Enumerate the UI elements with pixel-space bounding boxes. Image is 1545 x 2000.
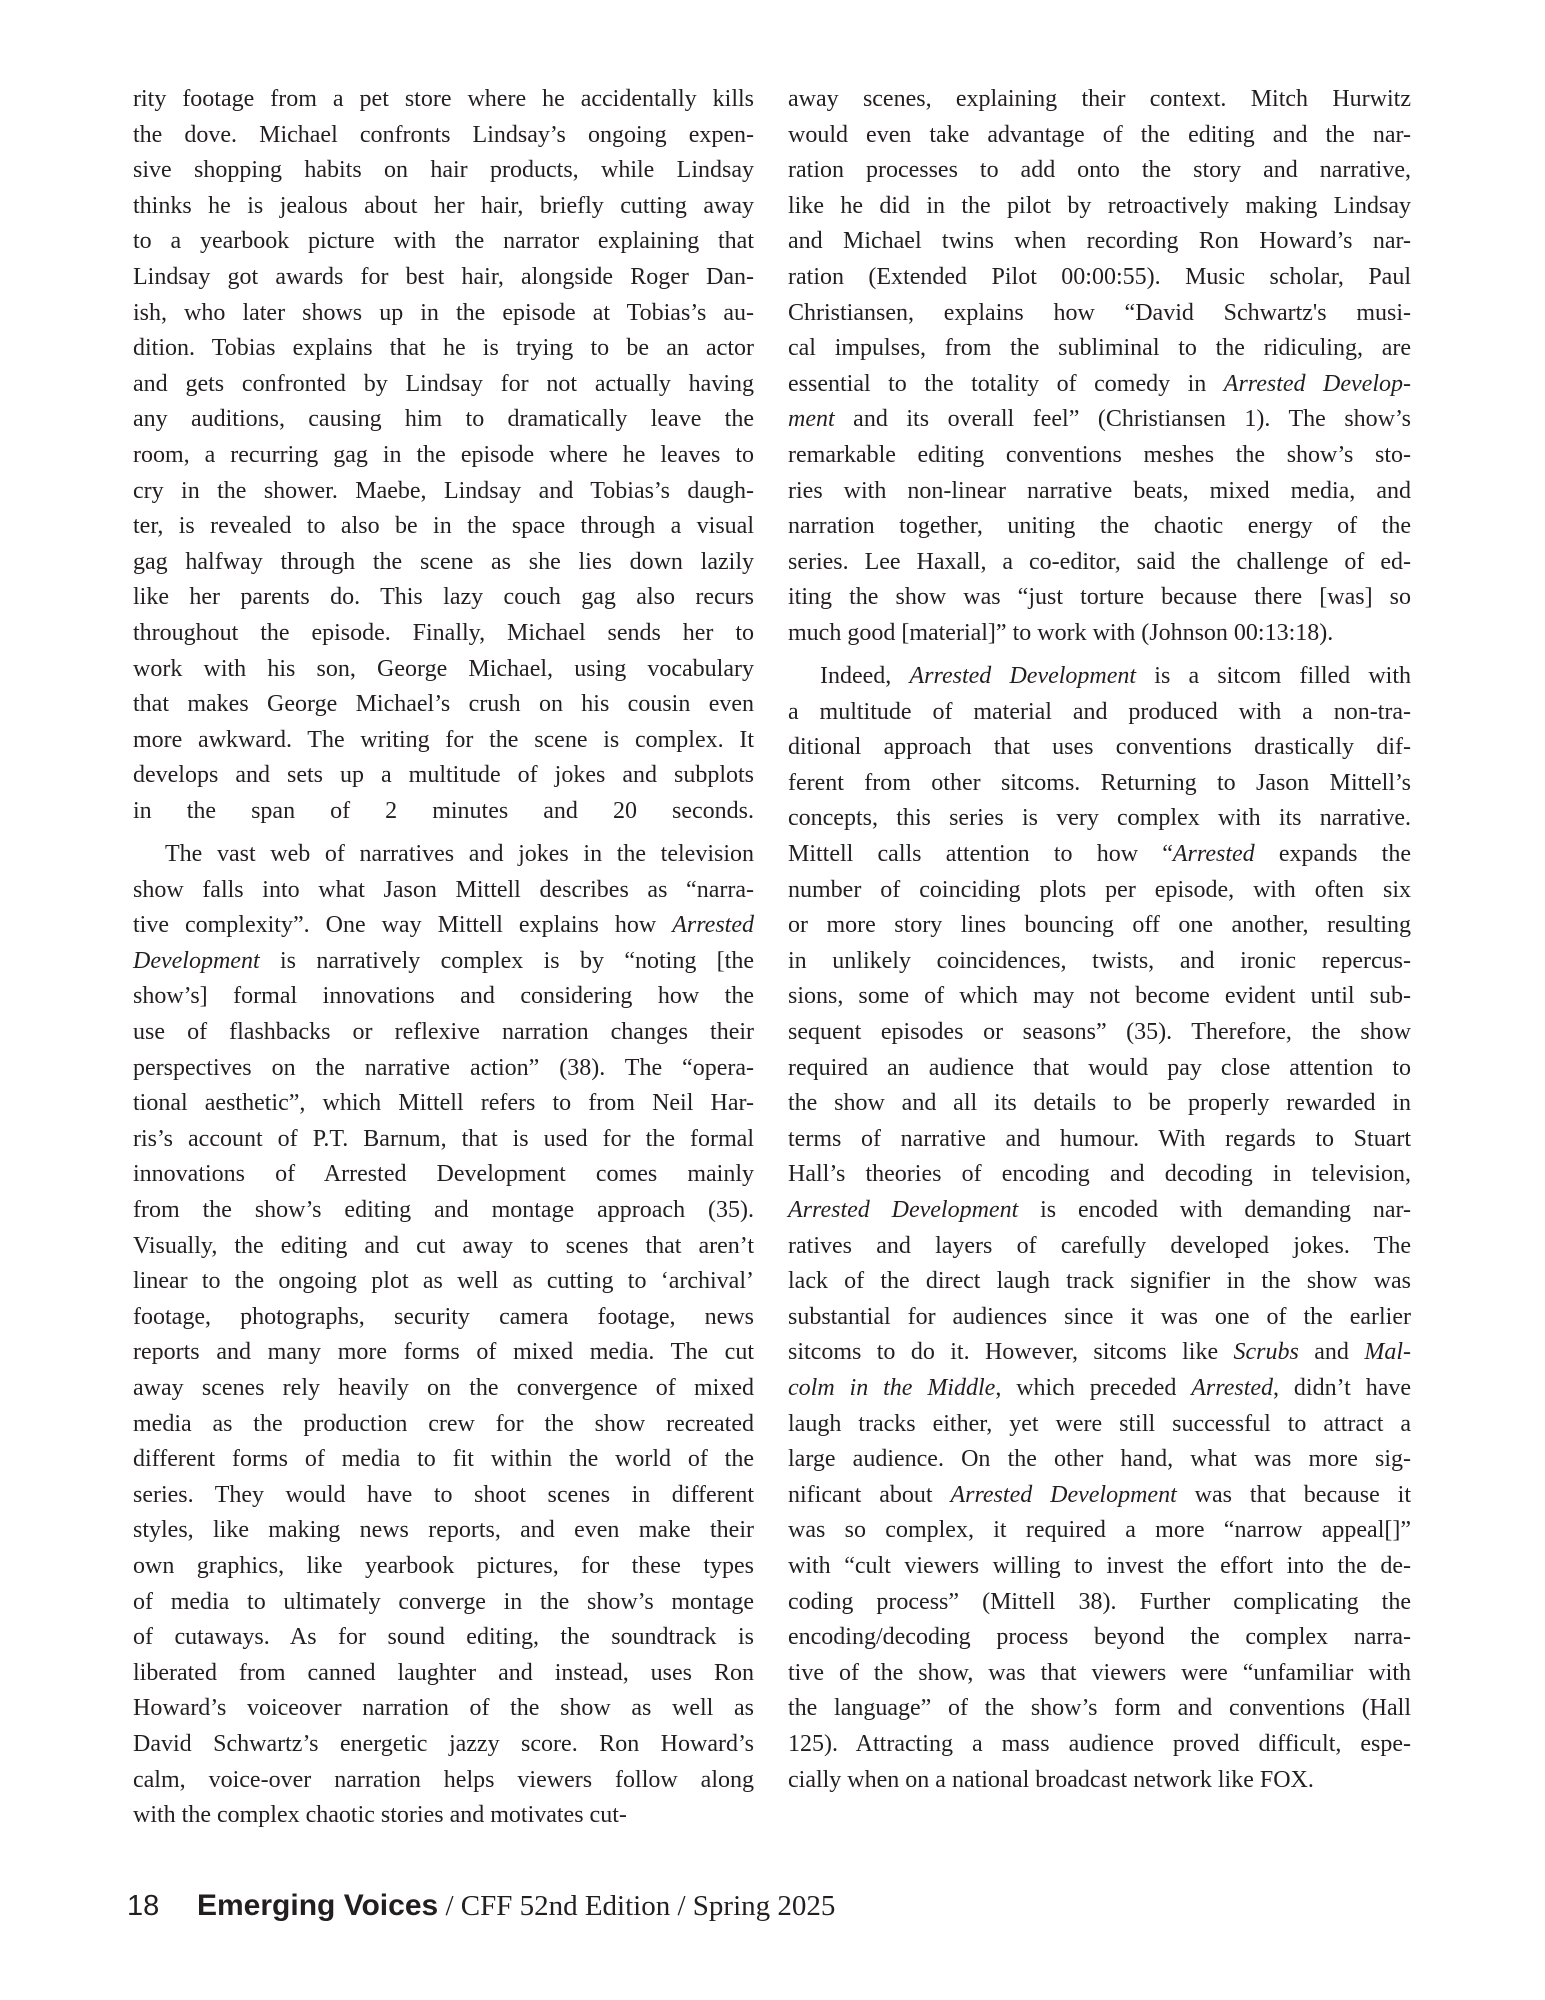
text-line (788, 1051, 1411, 1087)
text-segment: ration processes to add onto the story and narrative, (788, 157, 1411, 184)
text-segment: the show and all its details to be properly rewarded in (788, 1090, 1411, 1117)
text-segment: rity footage from a pet store where he accidentally kills (133, 86, 754, 112)
text-segment: ries with non-linear narrative beats, mixed media, and (788, 477, 1411, 504)
text-line (788, 1513, 1411, 1549)
text-segment: the language” of the show’s form and conventions (Hall (788, 1695, 1411, 1722)
publication-title: Emerging Voices (197, 1889, 439, 1922)
paragraph (133, 837, 754, 1834)
text-segment: in the span of 2 minutes and 20 seconds. (133, 797, 754, 824)
text-segment: ter, is revealed to also be in the space through a visual (133, 513, 754, 540)
text-line (133, 1335, 754, 1371)
text-line (133, 1051, 754, 1087)
text-segment: in unlikely coincidences, twists, and ironic repercus- (788, 947, 1411, 974)
text-line (788, 1371, 1411, 1407)
text-line (788, 766, 1411, 802)
text-segment: to a yearbook picture with the narrator explaining that (133, 228, 754, 255)
text-segment: different forms of media to fit within the world of the (133, 1446, 754, 1473)
text-line (133, 1691, 754, 1727)
text-line (788, 1193, 1411, 1229)
text-segment: footage, photographs, security camera footage, news (133, 1303, 754, 1330)
text-line (133, 979, 754, 1015)
text-segment: and its overall feel” (Christiansen 1). The show’s (834, 406, 1411, 433)
text-segment: expands the (1254, 841, 1411, 868)
text-line (133, 1229, 754, 1265)
italic-title: colm in the Middle (788, 1374, 996, 1401)
text-segment: thinks he is jealous about her hair, briefly cutting away (133, 192, 754, 219)
text-segment: terms of narrative and humour. With regards to Stuart (788, 1125, 1411, 1152)
text-line (133, 224, 754, 260)
text-segment: concepts, this series is very complex with its narrative. (788, 805, 1411, 832)
text-line (788, 224, 1411, 260)
text-segment: ris’s account of P.T. Barnum, that is used for the formal (133, 1125, 754, 1152)
text-line (788, 1122, 1411, 1158)
paragraph (788, 82, 1411, 652)
text-line (133, 1193, 754, 1229)
text-line (133, 1620, 754, 1656)
text-line (788, 367, 1411, 403)
text-line (133, 118, 754, 154)
text-line (788, 1442, 1411, 1478)
text-line (788, 118, 1411, 154)
text-line (788, 908, 1411, 944)
text-segment: large audience. On the other hand, what was more sig- (788, 1446, 1411, 1473)
text-segment: a multitude of material and produced with a non-tra- (788, 698, 1411, 725)
text-line (788, 1585, 1411, 1621)
text-line (788, 1549, 1411, 1585)
text-segment: , which preceded (995, 1374, 1192, 1401)
text-segment: Lindsay got awards for best hair, alongside Roger Dan- (133, 263, 754, 290)
text-segment: tive of the show, was that viewers were “unfamiliar with (788, 1659, 1411, 1686)
text-line (133, 260, 754, 296)
text-line (788, 1264, 1411, 1300)
text-line (788, 1478, 1411, 1514)
text-line (788, 1335, 1411, 1371)
text-segment: number of coinciding plots per episode, with often six (788, 876, 1411, 903)
edition-info: / CFF 52nd Edition / Spring 2025 (438, 1890, 836, 1922)
text-segment: Mittell calls attention to how “ (788, 841, 1173, 868)
text-segment: much good [material]” to work with (Johnson 00:13:18). (788, 619, 1334, 646)
text-line (133, 1763, 754, 1799)
text-segment: , didn’t have (1273, 1374, 1411, 1401)
text-segment: coding process” (Mittell 38). Further complicating the (788, 1588, 1411, 1615)
text-line (133, 545, 754, 581)
text-segment: cially when on a national broadcast network like FOX. (788, 1766, 1314, 1793)
text-segment: cal impulses, from the subliminal to the ridiculing, are (788, 335, 1411, 362)
text-line (788, 616, 1411, 652)
text-line (133, 331, 754, 367)
text-segment: sequent episodes or seasons” (35). Therefore, the show (788, 1019, 1411, 1046)
italic-title: Arrested (672, 912, 754, 939)
text-line (133, 1442, 754, 1478)
text-line (133, 1300, 754, 1336)
text-line (133, 1798, 754, 1834)
text-segment: series. Lee Haxall, a co-editor, said the challenge of ed- (788, 548, 1411, 575)
text-segment: ration (Extended Pilot 00:00:55). Music scholar, Paul (788, 263, 1411, 290)
text-line (788, 873, 1411, 909)
text-line (133, 296, 754, 332)
text-segment: dition. Tobias explains that he is trying to be an actor (133, 335, 754, 362)
text-line (133, 1585, 754, 1621)
text-segment: tional aesthetic”, which Mittell refers to from Neil Har- (133, 1090, 754, 1117)
text-line (788, 837, 1411, 873)
text-line (788, 402, 1411, 438)
text-line (133, 1157, 754, 1193)
text-segment: ferent from other sitcoms. Returning to Jason Mittell’s (788, 769, 1411, 796)
text-segment: narration together, uniting the chaotic energy of the (788, 513, 1411, 540)
paragraph (788, 659, 1411, 1798)
text-line (133, 438, 754, 474)
text-segment: ditional approach that uses conventions drastically dif- (788, 734, 1411, 761)
text-line (133, 189, 754, 225)
text-line (788, 1620, 1411, 1656)
text-segment: with the complex chaotic stories and motivates cut- (133, 1802, 627, 1829)
text-segment: like her parents do. This lazy couch gag also recurs (133, 584, 754, 611)
text-segment: Christiansen, explains how “David Schwartz's musi- (788, 299, 1411, 326)
text-segment: remarkable editing conventions meshes the show’s sto- (788, 441, 1411, 468)
text-line (133, 367, 754, 403)
text-line (788, 1157, 1411, 1193)
italic-title: Scrubs (1233, 1339, 1299, 1366)
text-line (133, 1371, 754, 1407)
text-segment: 125). Attracting a mass audience proved difficult, espe- (788, 1730, 1411, 1757)
paragraph (133, 82, 754, 829)
text-segment: ish, who later shows up in the episode at Tobias’s au- (133, 299, 754, 326)
text-segment: work with his son, George Michael, using vocabulary (133, 655, 754, 682)
text-segment: that makes George Michael’s crush on his cousin even (133, 691, 754, 718)
text-line (133, 723, 754, 759)
right-column (788, 82, 1411, 1798)
text-line (133, 402, 754, 438)
text-segment: perspectives on the narrative action” (38). The “opera- (133, 1054, 754, 1081)
italic-title: Mal- (1364, 1339, 1411, 1366)
text-line (133, 1015, 754, 1051)
italic-title: Arrested Development (950, 1481, 1177, 1508)
text-segment: was that because it (1176, 1481, 1411, 1508)
text-segment: and gets confronted by Lindsay for not actually having (133, 370, 754, 397)
text-segment: of media to ultimately converge in the show’s montage (133, 1588, 754, 1615)
text-segment: throughout the episode. Finally, Michael sends her to (133, 619, 754, 646)
italic-title: Arrested Development (909, 663, 1137, 690)
page-number: 18 (127, 1890, 160, 1922)
italic-title: Arrested Development (788, 1197, 1019, 1223)
text-line (133, 580, 754, 616)
italic-title: Development (133, 947, 260, 974)
text-segment: sive shopping habits on hair products, while Lindsay (133, 157, 754, 184)
text-segment: develops and sets up a multitude of jokes and subplots (133, 762, 754, 789)
text-segment: or more story lines bouncing off one another, resulting (788, 912, 1411, 939)
text-line (133, 687, 754, 723)
text-segment: series. They would have to shoot scenes in different (133, 1481, 754, 1508)
text-line (133, 616, 754, 652)
text-segment: sitcoms to do it. However, sitcoms like (788, 1339, 1234, 1366)
text-segment: is encoded with demanding nar- (1018, 1197, 1412, 1223)
text-segment: calm, voice-over narration helps viewers follow along (133, 1766, 754, 1793)
page-footer (127, 1886, 835, 1926)
text-line (133, 1407, 754, 1443)
text-segment: Indeed, (820, 663, 910, 690)
text-line (133, 474, 754, 510)
text-line (788, 438, 1411, 474)
text-line (133, 758, 754, 794)
text-segment: sions, some of which may not become evident until sub- (788, 983, 1411, 1010)
text-line (788, 1229, 1411, 1265)
text-segment: away scenes, explaining their context. Mitch Hurwitz (788, 86, 1411, 112)
text-segment: nificant about (788, 1481, 951, 1508)
text-line (788, 1015, 1411, 1051)
text-segment: laugh tracks either, yet were still successful to attract a (788, 1410, 1411, 1437)
text-line (133, 1086, 754, 1122)
text-line (788, 474, 1411, 510)
text-line (788, 153, 1411, 189)
text-line (788, 1086, 1411, 1122)
text-line (133, 1513, 754, 1549)
text-line (788, 509, 1411, 545)
text-line (133, 794, 754, 830)
text-line (788, 296, 1411, 332)
text-line (133, 82, 754, 118)
text-segment: lack of the direct laugh track signifier in the show was (788, 1268, 1411, 1295)
text-segment: ratives and layers of carefully developed jokes. The (788, 1232, 1411, 1259)
text-segment: was so complex, it required a more “narrow appeal[]” (788, 1517, 1411, 1544)
text-segment: Hall’s theories of encoding and decoding in television, (788, 1161, 1411, 1188)
text-segment: is a sitcom filled with (1136, 663, 1412, 690)
text-line (133, 652, 754, 688)
text-line (788, 695, 1411, 731)
text-line (788, 189, 1411, 225)
text-segment: show’s] formal innovations and considering how the (133, 983, 754, 1010)
text-line (788, 1763, 1411, 1799)
text-line (788, 979, 1411, 1015)
text-segment: liberated from canned laughter and instead, uses Ron (133, 1659, 754, 1686)
text-segment: like he did in the pilot by retroactively making Lindsay (788, 192, 1411, 219)
text-segment: David Schwartz’s energetic jazzy score. Ron Howard’s (133, 1730, 754, 1757)
text-segment: innovations of Arrested Development comes mainly (133, 1161, 754, 1188)
text-segment: away scenes rely heavily on the convergence of mixed (133, 1374, 754, 1401)
italic-title: Arrested (1172, 841, 1255, 868)
text-line (788, 331, 1411, 367)
text-segment: The vast web of narratives and jokes in the television (165, 841, 754, 868)
text-segment: required an audience that would pay close attention to (788, 1054, 1411, 1081)
text-segment: iting the show was “just torture because there [was] so (788, 584, 1411, 611)
text-line (788, 82, 1411, 118)
text-line (133, 1122, 754, 1158)
text-segment: would even take advantage of the editing and the nar- (788, 121, 1411, 148)
text-segment: essential to the totality of comedy in (788, 370, 1224, 397)
text-line (133, 908, 754, 944)
text-segment: styles, like making news reports, and even make their (133, 1517, 754, 1544)
text-line (133, 837, 754, 873)
text-segment: of cutaways. As for sound editing, the soundtrack is (133, 1624, 754, 1651)
text-line (133, 1264, 754, 1300)
text-segment: linear to the ongoing plot as well as cutting to ‘archival’ (133, 1268, 754, 1295)
text-segment: show falls into what Jason Mittell describes as “narra- (133, 876, 754, 903)
text-line (788, 545, 1411, 581)
text-segment: own graphics, like yearbook pictures, for these types (133, 1552, 754, 1579)
text-segment: and Michael twins when recording Ron Howard’s nar- (788, 228, 1411, 255)
text-segment: cry in the shower. Maebe, Lindsay and Tobias’s daugh- (133, 477, 754, 504)
italic-title: ment (788, 406, 835, 433)
text-line (133, 944, 754, 980)
text-line (788, 580, 1411, 616)
text-segment: and (1298, 1339, 1365, 1366)
text-line (133, 1656, 754, 1692)
text-segment: the dove. Michael confronts Lindsay’s ongoing expen- (133, 121, 754, 148)
text-line (133, 153, 754, 189)
text-segment: Howard’s voiceover narration of the show as well as (133, 1695, 754, 1722)
text-segment: Visually, the editing and cut away to scenes that aren’t (133, 1232, 754, 1259)
text-line (788, 260, 1411, 296)
text-segment: media as the production crew for the show recreated (133, 1410, 754, 1437)
text-line (788, 1300, 1411, 1336)
text-line (788, 944, 1411, 980)
text-line (133, 873, 754, 909)
left-column (133, 82, 754, 1834)
text-segment: reports and many more forms of mixed media. The cut (133, 1339, 754, 1366)
text-line (133, 509, 754, 545)
text-segment: encoding/decoding process beyond the complex narra- (788, 1624, 1411, 1651)
text-line (133, 1727, 754, 1763)
italic-title: Arrested (1191, 1374, 1274, 1401)
text-segment: room, a recurring gag in the episode where he leaves to (133, 441, 754, 468)
text-segment: tive complexity”. One way Mittell explains how (133, 912, 673, 939)
text-line (788, 1727, 1411, 1763)
text-segment: gag halfway through the scene as she lies down lazily (133, 548, 754, 575)
text-segment: more awkward. The writing for the scene is complex. It (133, 726, 754, 753)
text-segment: any auditions, causing him to dramatically leave the (133, 406, 754, 433)
text-segment: from the show’s editing and montage approach (35). (133, 1197, 754, 1223)
text-segment: with “cult viewers willing to invest the effort into the de- (788, 1552, 1411, 1579)
text-segment: use of flashbacks or reflexive narration changes their (133, 1019, 754, 1046)
text-line (788, 801, 1411, 837)
text-line (788, 1407, 1411, 1443)
italic-title: Arrested Develop- (1223, 370, 1411, 397)
text-line (133, 1478, 754, 1514)
text-line (788, 659, 1411, 695)
text-line (788, 1691, 1411, 1727)
text-line (788, 1656, 1411, 1692)
text-line (133, 1549, 754, 1585)
text-line (788, 730, 1411, 766)
text-segment: is narratively complex is by “noting [the (259, 947, 754, 974)
text-segment: substantial for audiences since it was one of the earlier (788, 1303, 1411, 1330)
